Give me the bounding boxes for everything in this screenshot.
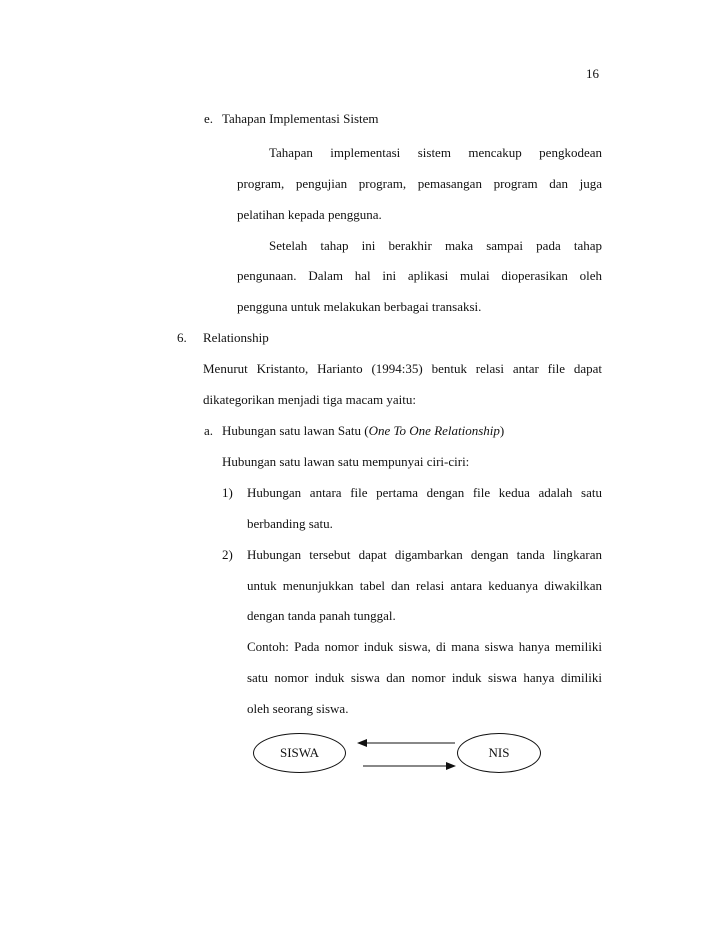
section-e-para1-line2: program, pengujian program, pemasangan program dan juga [237, 176, 602, 191]
item-a-title-italic: One To One Relationship [368, 423, 500, 438]
item-a-marker: a. [204, 423, 214, 438]
section-6-marker: 6. [177, 330, 187, 345]
point-2-line3: dengan tanda panah tunggal. [247, 608, 396, 623]
section-e-title: Tahapan Implementasi Sistem [222, 111, 379, 126]
arrow-to-nis [363, 762, 456, 770]
section-6-intro-line1: Menurut Kristanto, Harianto (1994:35) bentuk relasi antar file dapat [203, 361, 602, 376]
entity-siswa-label: SISWA [279, 745, 319, 760]
section-6-intro-line2: dikategorikan menjadi tiga macam yaitu: [203, 392, 416, 407]
point-1-line2: berbanding satu. [247, 516, 333, 531]
arrow-to-siswa [357, 739, 455, 747]
section-e-para1-line1: Tahapan implementasi sistem mencakup pengkodean [269, 145, 602, 160]
section-e-para2-line3: pengguna untuk melakukan berbagai transaksi. [237, 299, 482, 314]
point-1-line1: Hubungan antara file pertama dengan file kedua adalah satu [247, 485, 602, 500]
point-2-line1: Hubungan tersebut dapat digambarkan dengan tanda lingkaran [247, 547, 602, 562]
point-1-marker: 1) [222, 485, 233, 500]
item-a-title-suffix: ) [499, 423, 505, 438]
point-2-line4: Contoh: Pada nomor induk siswa, di mana siswa hanya memiliki [247, 639, 602, 654]
item-a-title-prefix: Hubungan satu lawan Satu ( [222, 423, 369, 438]
point-2-line2: untuk menunjukkan tabel dan relasi antara keduanya diwakilkan [247, 578, 602, 593]
section-e-para1-line3: pelatihan kepada pengguna. [237, 207, 382, 222]
point-2-line5: satu nomor induk siswa dan nomor induk siswa hanya dimiliki [247, 670, 602, 685]
section-e-para2-line2: pengunaan. Dalam hal ini aplikasi mulai dioperasikan oleh [237, 268, 602, 283]
page-number: 16 [586, 66, 599, 81]
section-e-marker: e. [204, 111, 214, 126]
entity-nis-label: NIS [488, 745, 510, 760]
section-e-para2-line1: Setelah tahap ini berakhir maka sampai pada tahap [269, 238, 602, 253]
section-6-title: Relationship [203, 330, 269, 345]
point-2-marker: 2) [222, 547, 233, 562]
item-a-lead: Hubungan satu lawan satu mempunyai ciri-ciri: [222, 454, 470, 469]
point-2-line6: oleh seorang siswa. [247, 701, 349, 716]
